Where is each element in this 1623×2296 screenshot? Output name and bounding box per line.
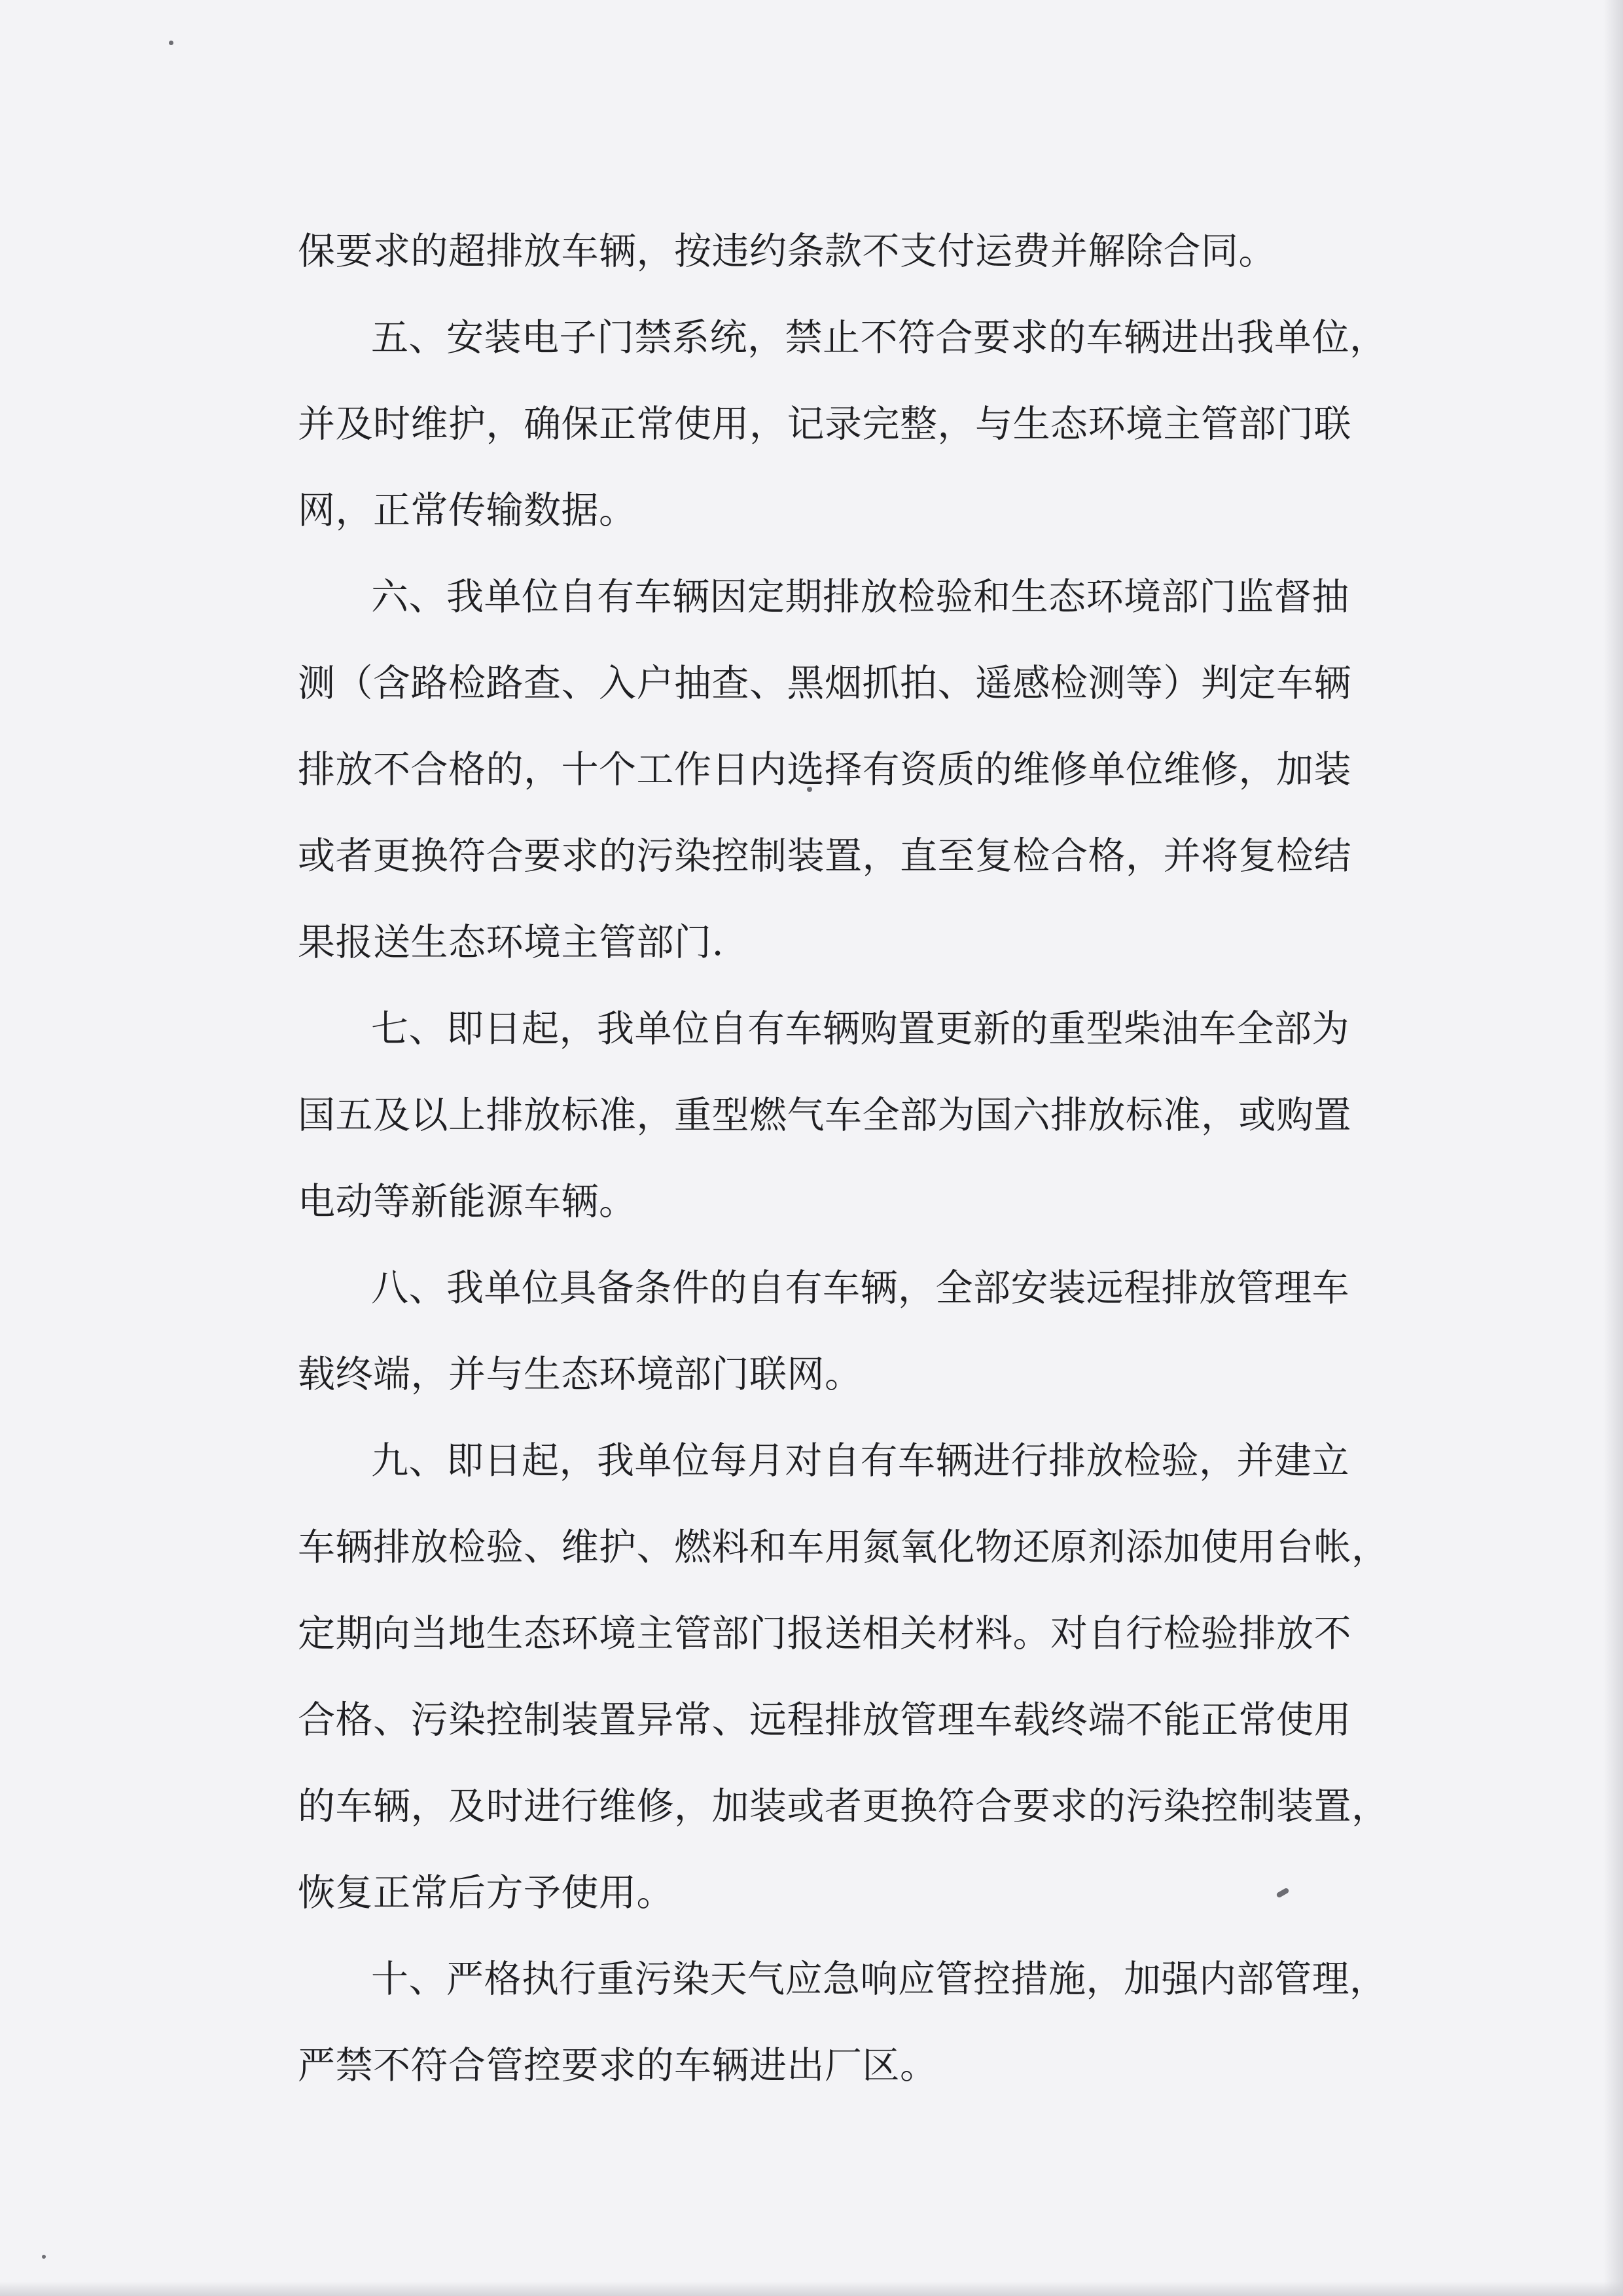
text-line: 网，正常传输数据。 — [298, 489, 637, 532]
paragraph-7 — [298, 986, 1364, 1245]
document-body — [298, 208, 1389, 2109]
text-line: 测（含路检路查、入户抽查、黑烟抓拍、遥感检测等）判定车辆 — [298, 662, 1351, 705]
scan-speck — [42, 2255, 46, 2259]
text-line: 或者更换符合要求的污染控制装置，直至复检合格，并将复检结 — [298, 834, 1351, 878]
text-line: 严禁不符合管控要求的车辆进出厂区。 — [298, 2044, 938, 2087]
text-line: 定期向当地生态环境主管部门报送相关材料。对自行检验排放不 — [298, 1612, 1351, 1655]
scan-edge-shadow-bottom — [0, 2282, 1623, 2296]
text-line: 的车辆，及时进行维修，加装或者更换符合要求的污染控制装置， — [298, 1785, 1389, 1828]
paragraph-9 — [298, 1418, 1389, 1936]
text-line: 合格、污染控制装置异常、远程排放管理车载终端不能正常使用 — [298, 1698, 1351, 1742]
paragraph-10 — [298, 1936, 1387, 2109]
text-line: 七、即日起，我单位自有车辆购置更新的重型柴油车全部为 — [371, 1007, 1349, 1050]
paragraph-8 — [298, 1245, 1364, 1418]
text-line: 五、安装电子门禁系统，禁止不符合要求的车辆进出我单位， — [371, 316, 1387, 359]
text-line: 九、即日起，我单位每月对自有车辆进行排放检验，并建立 — [371, 1439, 1349, 1482]
text-line: 六、我单位自有车辆因定期排放检验和生态环境部门监督抽 — [371, 575, 1349, 619]
text-line: 果报送生态环境主管部门. — [298, 921, 724, 964]
text-line: 并及时维护，确保正常使用，记录完整，与生态环境主管部门联 — [298, 403, 1351, 446]
scan-speck — [169, 41, 173, 45]
text-line: 排放不合格的，十个工作日内选择有资质的维修单位维修，加装 — [298, 748, 1351, 791]
scan-edge-shadow-right — [1603, 0, 1623, 2296]
text-line: 车辆排放检验、维护、燃料和车用氮氧化物还原剂添加使用台帐， — [298, 1526, 1389, 1569]
text-line: 十、严格执行重污染天气应急响应管控措施，加强内部管理， — [371, 1958, 1387, 2001]
text-line: 载终端，并与生态环境部门联网。 — [298, 1353, 863, 1396]
text-line: 恢复正常后方予使用。 — [298, 1871, 674, 1914]
paragraph-6 — [298, 554, 1364, 986]
paragraph-1 — [298, 208, 1364, 295]
text-line: 电动等新能源车辆。 — [298, 1180, 637, 1223]
text-line: 保要求的超排放车辆，按违约条款不支付运费并解除合同。 — [298, 230, 1276, 273]
paragraph-5 — [298, 295, 1387, 554]
text-line: 八、我单位具备条件的自有车辆，全部安装远程排放管理车 — [371, 1266, 1349, 1310]
text-line: 国五及以上排放标准，重型燃气车全部为国六排放标准，或购置 — [298, 1094, 1351, 1137]
